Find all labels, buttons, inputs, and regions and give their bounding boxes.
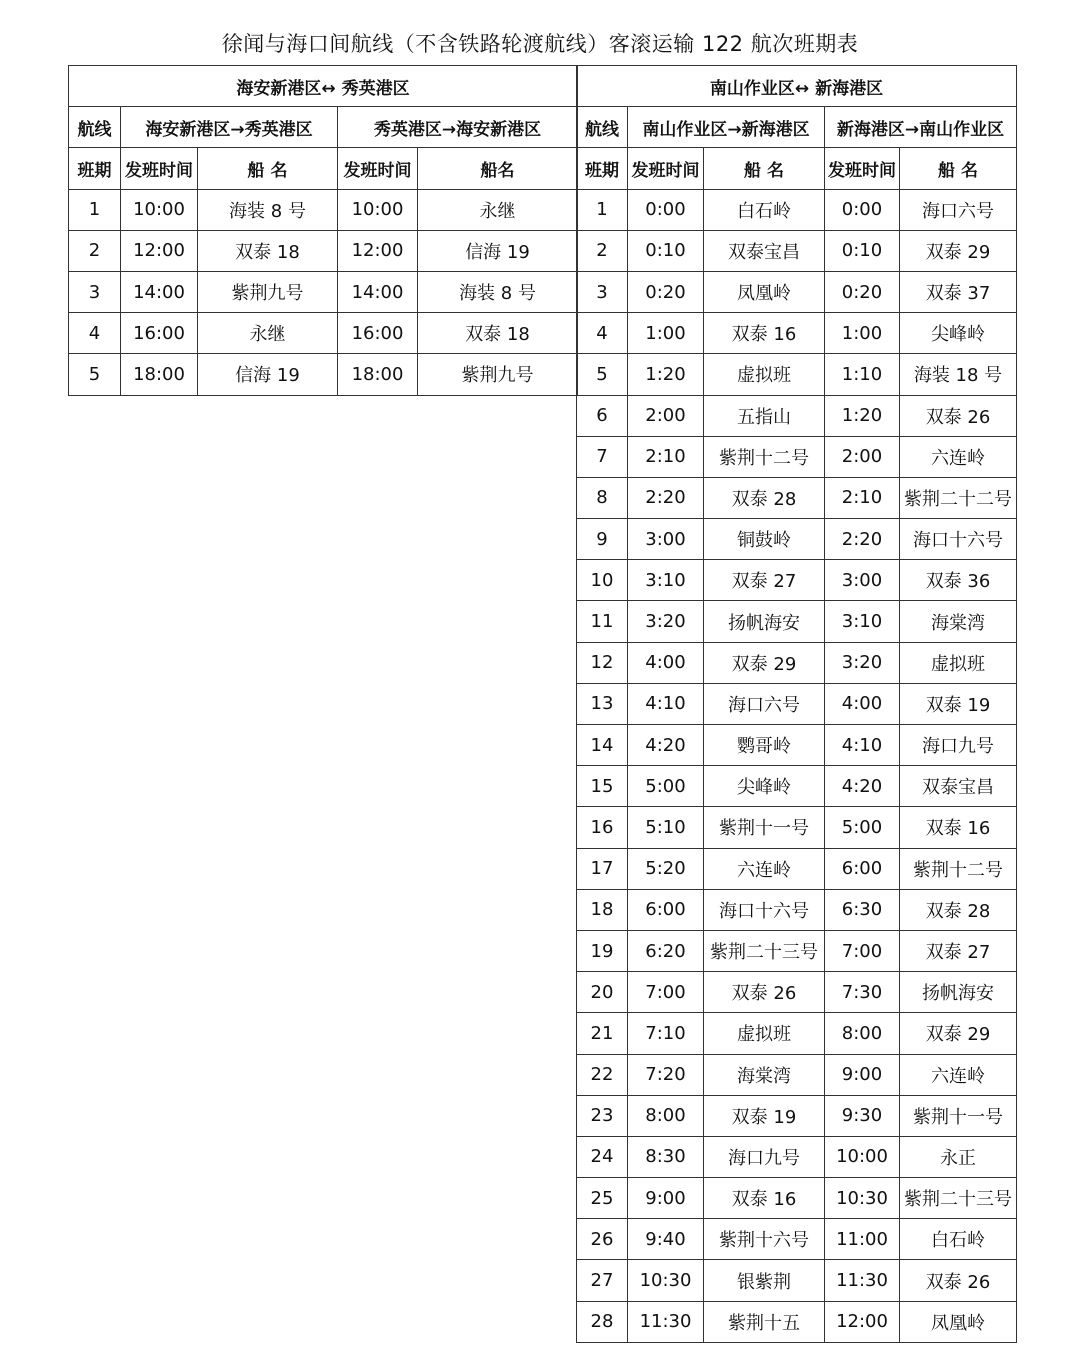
table-row (69, 189, 578, 230)
ship-name: 紫荆十二号 (704, 436, 825, 477)
table-row (577, 313, 1017, 354)
departure-time: 18:00 (338, 354, 418, 395)
table-row (577, 560, 1017, 601)
ship-name: 海口十六号 (900, 519, 1017, 560)
table-row (577, 436, 1017, 477)
departure-time: 11:00 (825, 1219, 900, 1260)
departure-time: 10:30 (628, 1260, 704, 1301)
departure-time: 4:20 (628, 725, 704, 766)
departure-time: 1:00 (628, 313, 704, 354)
table-row (577, 683, 1017, 724)
departure-time: 2:20 (825, 519, 900, 560)
table-row (577, 1219, 1017, 1260)
ship-name: 双泰 26 (900, 395, 1017, 436)
ship-name: 永继 (198, 313, 338, 354)
ship-name: 扬帆海安 (704, 601, 825, 642)
col-ship-label: 船 名 (198, 148, 338, 189)
departure-time: 9:40 (628, 1219, 704, 1260)
shift-number: 3 (577, 271, 628, 312)
departure-time: 4:00 (628, 642, 704, 683)
ship-name: 虚拟班 (704, 354, 825, 395)
ship-name: 海口六号 (704, 683, 825, 724)
departure-time: 10:00 (121, 189, 198, 230)
shift-number: 28 (577, 1301, 628, 1342)
departure-time: 2:10 (628, 436, 704, 477)
shift-number: 3 (69, 271, 121, 312)
page-title: 徐闻与海口间航线（不含铁路轮渡航线）客滚运输 122 航次班期表 (221, 32, 859, 56)
ship-name: 双泰 27 (704, 560, 825, 601)
shift-number: 4 (577, 313, 628, 354)
col-ship-label: 船 名 (900, 148, 1017, 189)
table-row (577, 519, 1017, 560)
departure-time: 0:10 (825, 230, 900, 271)
departure-time: 9:30 (825, 1095, 900, 1136)
shift-number: 22 (577, 1054, 628, 1095)
ship-name: 虚拟班 (900, 642, 1017, 683)
shift-number: 5 (69, 354, 121, 395)
departure-time: 2:00 (825, 436, 900, 477)
ship-name: 信海 19 (418, 230, 578, 271)
ship-name: 紫荆二十三号 (900, 1178, 1017, 1219)
table-row (577, 230, 1017, 271)
table-row (577, 930, 1017, 971)
col-time-label: 发班时间 (338, 148, 418, 189)
shift-number: 18 (577, 889, 628, 930)
shift-number: 25 (577, 1178, 628, 1219)
departure-time: 11:30 (628, 1301, 704, 1342)
col-time-label: 发班时间 (121, 148, 198, 189)
departure-time: 6:00 (628, 889, 704, 930)
ship-name: 铜鼓岭 (704, 519, 825, 560)
direction-return: 秀英港区→海安新港区 (338, 107, 578, 148)
ship-name: 凤凰岭 (704, 271, 825, 312)
departure-time: 7:30 (825, 972, 900, 1013)
departure-time: 5:00 (825, 807, 900, 848)
departure-time: 4:10 (628, 683, 704, 724)
departure-time: 14:00 (338, 271, 418, 312)
ship-name: 六连岭 (900, 436, 1017, 477)
ship-name: 紫荆二十三号 (704, 930, 825, 971)
ship-name: 双泰 16 (900, 807, 1017, 848)
ship-name: 紫荆九号 (198, 271, 338, 312)
ship-name: 海口十六号 (704, 889, 825, 930)
direction-outbound: 海安新港区→秀英港区 (121, 107, 338, 148)
table-row (577, 848, 1017, 889)
departure-time: 2:10 (825, 477, 900, 518)
ship-name: 信海 19 (198, 354, 338, 395)
col-shift-label: 班期 (69, 148, 121, 189)
shift-number: 2 (69, 230, 121, 271)
shift-number: 24 (577, 1136, 628, 1177)
departure-time: 5:20 (628, 848, 704, 889)
table-row (577, 477, 1017, 518)
ship-name: 紫荆十二号 (900, 848, 1017, 889)
table-row (577, 1013, 1017, 1054)
ship-name: 双泰 29 (900, 230, 1017, 271)
departure-time: 0:20 (825, 271, 900, 312)
ship-name: 扬帆海安 (900, 972, 1017, 1013)
ship-name: 鹦哥岭 (704, 725, 825, 766)
table-row (577, 189, 1017, 230)
shift-number: 6 (577, 395, 628, 436)
ship-name: 双泰 28 (704, 477, 825, 518)
shift-number: 10 (577, 560, 628, 601)
shift-number: 1 (577, 189, 628, 230)
ship-name: 双泰 37 (900, 271, 1017, 312)
ship-name: 海装 8 号 (418, 271, 578, 312)
table-row (577, 1178, 1017, 1219)
table-row (577, 1301, 1017, 1342)
departure-time: 3:10 (825, 601, 900, 642)
col-route-label: 航线 (577, 107, 628, 148)
table-row (69, 354, 578, 395)
direction-outbound: 南山作业区→新海港区 (628, 107, 825, 148)
ship-name: 海棠湾 (704, 1054, 825, 1095)
departure-time: 10:00 (825, 1136, 900, 1177)
direction-return: 新海港区→南山作业区 (825, 107, 1017, 148)
departure-time: 12:00 (121, 230, 198, 271)
table-row (577, 395, 1017, 436)
departure-time: 7:10 (628, 1013, 704, 1054)
table-row (577, 766, 1017, 807)
shift-number: 12 (577, 642, 628, 683)
ship-name: 紫荆十六号 (704, 1219, 825, 1260)
table-row (577, 889, 1017, 930)
shift-number: 20 (577, 972, 628, 1013)
departure-time: 0:20 (628, 271, 704, 312)
table-row (577, 807, 1017, 848)
departure-time: 8:00 (628, 1095, 704, 1136)
ship-name: 双泰 26 (704, 972, 825, 1013)
departure-time: 8:30 (628, 1136, 704, 1177)
departure-time: 14:00 (121, 271, 198, 312)
shift-number: 26 (577, 1219, 628, 1260)
col-ship-label: 船 名 (704, 148, 825, 189)
table-row (577, 1260, 1017, 1301)
shift-number: 5 (577, 354, 628, 395)
departure-time: 16:00 (121, 313, 198, 354)
ship-name: 海装 18 号 (900, 354, 1017, 395)
shift-number: 14 (577, 725, 628, 766)
departure-time: 2:00 (628, 395, 704, 436)
departure-time: 3:20 (628, 601, 704, 642)
route-table-haian-xiuying (68, 65, 578, 396)
ship-name: 紫荆十一号 (704, 807, 825, 848)
shift-number: 7 (577, 436, 628, 477)
departure-time: 3:00 (825, 560, 900, 601)
departure-time: 6:30 (825, 889, 900, 930)
departure-time: 1:10 (825, 354, 900, 395)
table-row (577, 1054, 1017, 1095)
shift-number: 16 (577, 807, 628, 848)
departure-time: 3:00 (628, 519, 704, 560)
departure-time: 3:10 (628, 560, 704, 601)
shift-number: 15 (577, 766, 628, 807)
departure-time: 6:20 (628, 930, 704, 971)
route-name: 海安新港区↔ 秀英港区 (69, 66, 578, 107)
departure-time: 1:20 (628, 354, 704, 395)
route-name: 南山作业区↔ 新海港区 (577, 66, 1017, 107)
shift-number: 8 (577, 477, 628, 518)
ship-name: 双泰 16 (704, 313, 825, 354)
table-row (69, 313, 578, 354)
ship-name: 紫荆十一号 (900, 1095, 1017, 1136)
col-route-label: 航线 (69, 107, 121, 148)
departure-time: 9:00 (825, 1054, 900, 1095)
table-row (577, 642, 1017, 683)
table-row (69, 271, 578, 312)
ship-name: 凤凰岭 (900, 1301, 1017, 1342)
col-time-label: 发班时间 (825, 148, 900, 189)
departure-time: 0:00 (628, 189, 704, 230)
ship-name: 六连岭 (900, 1054, 1017, 1095)
ship-name: 紫荆二十二号 (900, 477, 1017, 518)
ship-name: 海棠湾 (900, 601, 1017, 642)
col-time-label: 发班时间 (628, 148, 704, 189)
departure-time: 6:00 (825, 848, 900, 889)
departure-time: 10:30 (825, 1178, 900, 1219)
table-row (577, 1136, 1017, 1177)
departure-time: 11:30 (825, 1260, 900, 1301)
shift-number: 21 (577, 1013, 628, 1054)
departure-time: 1:20 (825, 395, 900, 436)
departure-time: 4:00 (825, 683, 900, 724)
ship-name: 双泰 28 (900, 889, 1017, 930)
shift-number: 23 (577, 1095, 628, 1136)
ship-name: 双泰 36 (900, 560, 1017, 601)
departure-time: 12:00 (338, 230, 418, 271)
departure-time: 4:10 (825, 725, 900, 766)
ship-name: 双泰 19 (704, 1095, 825, 1136)
table-row (577, 354, 1017, 395)
ship-name: 尖峰岭 (704, 766, 825, 807)
departure-time: 5:10 (628, 807, 704, 848)
table-row (577, 972, 1017, 1013)
shift-number: 11 (577, 601, 628, 642)
table-row (69, 230, 578, 271)
ship-name: 双泰 19 (900, 683, 1017, 724)
departure-time: 9:00 (628, 1178, 704, 1219)
departure-time: 18:00 (121, 354, 198, 395)
ship-name: 双泰宝昌 (900, 766, 1017, 807)
departure-time: 10:00 (338, 189, 418, 230)
ship-name: 双泰宝昌 (704, 230, 825, 271)
departure-time: 3:20 (825, 642, 900, 683)
ship-name: 双泰 29 (704, 642, 825, 683)
route-table-nanshan-xinhai (576, 65, 1017, 1343)
shift-number: 19 (577, 930, 628, 971)
departure-time: 7:00 (628, 972, 704, 1013)
ship-name: 紫荆十五 (704, 1301, 825, 1342)
ship-name: 海装 8 号 (198, 189, 338, 230)
ship-name: 永正 (900, 1136, 1017, 1177)
ship-name: 尖峰岭 (900, 313, 1017, 354)
departure-time: 5:00 (628, 766, 704, 807)
shift-number: 4 (69, 313, 121, 354)
ship-name: 虚拟班 (704, 1013, 825, 1054)
departure-time: 12:00 (825, 1301, 900, 1342)
shift-number: 9 (577, 519, 628, 560)
ship-name: 海口九号 (704, 1136, 825, 1177)
shift-number: 2 (577, 230, 628, 271)
shift-number: 13 (577, 683, 628, 724)
ship-name: 永继 (418, 189, 578, 230)
departure-time: 0:10 (628, 230, 704, 271)
departure-time: 7:20 (628, 1054, 704, 1095)
departure-time: 1:00 (825, 313, 900, 354)
col-ship-label: 船名 (418, 148, 578, 189)
ship-name: 双泰 16 (704, 1178, 825, 1219)
departure-time: 16:00 (338, 313, 418, 354)
ship-name: 双泰 18 (198, 230, 338, 271)
shift-number: 1 (69, 189, 121, 230)
table-row (577, 725, 1017, 766)
departure-time: 0:00 (825, 189, 900, 230)
ship-name: 双泰 29 (900, 1013, 1017, 1054)
departure-time: 7:00 (825, 930, 900, 971)
departure-time: 8:00 (825, 1013, 900, 1054)
departure-time: 2:20 (628, 477, 704, 518)
ship-name: 双泰 26 (900, 1260, 1017, 1301)
ship-name: 六连岭 (704, 848, 825, 889)
col-shift-label: 班期 (577, 148, 628, 189)
ship-name: 白石岭 (900, 1219, 1017, 1260)
shift-number: 17 (577, 848, 628, 889)
ship-name: 白石岭 (704, 189, 825, 230)
departure-time: 4:20 (825, 766, 900, 807)
ship-name: 五指山 (704, 395, 825, 436)
table-row (577, 271, 1017, 312)
ship-name: 银紫荆 (704, 1260, 825, 1301)
ship-name: 海口九号 (900, 725, 1017, 766)
ship-name: 双泰 18 (418, 313, 578, 354)
table-row (577, 1095, 1017, 1136)
ship-name: 紫荆九号 (418, 354, 578, 395)
table-row (577, 601, 1017, 642)
ship-name: 海口六号 (900, 189, 1017, 230)
shift-number: 27 (577, 1260, 628, 1301)
ship-name: 双泰 27 (900, 930, 1017, 971)
